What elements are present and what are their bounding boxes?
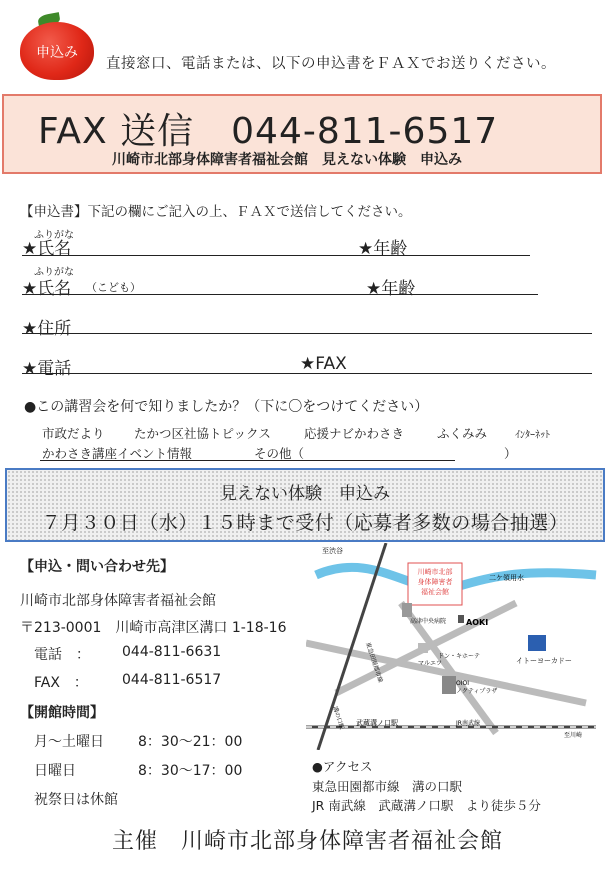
marui-icon — [418, 643, 428, 653]
tel-number[interactable]: 044-811-6631 — [122, 644, 222, 660]
map-route: 東急田園都市線 — [364, 641, 384, 684]
fax-title: FAX 送信 044-811-6517 — [38, 111, 499, 152]
child-name-line[interactable] — [22, 294, 538, 295]
fax-subtitle: 川崎市北部身体障害者福祉会館 見えない体験 申込み — [112, 152, 462, 168]
hours-sunday-label: 日曜日 — [34, 763, 76, 779]
map-oioi: OIOI — [456, 680, 469, 687]
oioi-icon — [442, 676, 456, 694]
fax-label: ★FAX — [300, 354, 347, 374]
contact-org: 川崎市北部身体障害者福祉会館 — [20, 593, 216, 609]
child-name-label: ★氏名 — [22, 279, 72, 299]
map-kawasaki: 至川崎 — [564, 732, 583, 739]
ito-yokado-icon — [528, 635, 546, 651]
facility-label-2: 身体障害者 — [417, 578, 453, 586]
name-label: ★氏名 — [22, 239, 72, 259]
tel-label: 電話 ： — [34, 647, 90, 663]
address-line[interactable] — [22, 333, 592, 334]
organizer-footer: 主催 川崎市北部身体障害者福祉会館 — [111, 829, 503, 854]
map-musashi: 武蔵溝ノ口駅 — [356, 719, 398, 727]
intro-text: 直接窓口、電話または、以下の申込書をＦＡＸでお送りください。 — [106, 56, 556, 72]
fax-number[interactable]: 044-811-6517 — [122, 672, 222, 688]
hours-sunday-time: 8：30～17：00 — [138, 763, 243, 779]
map-canal: 二ケ領用水 — [489, 574, 524, 582]
deadline-date: ７月３０日（水）１５時まで受付（応募者多数の場合抽選） — [41, 512, 569, 534]
phone-label: ★電話 — [22, 359, 72, 379]
form-heading: 【申込書】下記の欄にご記入の上、ＦＡＸで送信してください。 — [20, 204, 412, 220]
facility-label-3: 福祉会館 — [421, 588, 449, 596]
option-fukumimi[interactable]: ふくみみ — [437, 426, 488, 441]
access-map — [306, 543, 606, 750]
map-ito: イトーヨーカドー — [516, 657, 572, 665]
child-note: （こども） — [86, 281, 141, 294]
furigana-1: ふりがな — [34, 230, 74, 241]
map-jr: JR南武線 — [456, 720, 480, 727]
age-label: ★年齢 — [358, 239, 408, 259]
child-age-label: ★年齢 — [366, 279, 416, 299]
option-navi[interactable]: 応援ナビかわさき — [304, 426, 405, 441]
map-aoki: AOKI — [466, 618, 489, 627]
facility-building-icon — [402, 603, 412, 617]
fax-contact-label: FAX ： — [34, 675, 88, 691]
hours-heading: 【開館時間】 — [20, 705, 104, 721]
options-underline — [40, 460, 455, 461]
hours-weekday-time: 8：30～21：00 — [138, 734, 243, 750]
hours-weekday-label: 月～土曜日 — [34, 734, 104, 750]
closed-note: 祝祭日は休館 — [34, 792, 118, 808]
facility-label-1: 川崎市北部 — [417, 568, 453, 576]
name-line[interactable] — [22, 255, 530, 256]
option-shisei[interactable]: 市政だより — [42, 426, 105, 441]
option-other[interactable]: その他（ ） — [254, 446, 517, 461]
address-label: ★住所 — [22, 319, 72, 339]
contact-address: 〒213-0001 川崎市高津区溝口 1-18-16 — [20, 620, 287, 636]
contact-heading: 【申込・問い合わせ先】 — [20, 559, 174, 575]
furigana-2: ふりがな — [34, 267, 74, 278]
access-line-2: JR 南武線 武蔵溝ノ口駅 より徒歩５分 — [312, 798, 541, 813]
map-noctie: ノクティプラザ — [456, 688, 498, 695]
map-mizonokuchi: 溝の口駅 — [331, 705, 346, 731]
map-shibuya: 至渋谷 — [322, 547, 343, 555]
map-donki: ドン・キホーテ — [438, 653, 481, 660]
apple-logo — [20, 14, 94, 80]
option-kawasaki[interactable]: かわさき講座イベント情報 — [42, 446, 193, 461]
apple-label: 申込み — [36, 45, 78, 61]
map-takatsu: 高津中央病院 — [410, 618, 447, 625]
option-internet[interactable]: ｲﾝﾀｰﾈｯﾄ — [515, 430, 550, 441]
deadline-title: 見えない体験 申込み — [220, 484, 390, 504]
survey-question: ●この講習会を何で知りましたか？（下に〇をつけてください） — [24, 399, 429, 415]
option-takatsu[interactable]: たかつ区社協トピックス — [134, 426, 271, 441]
access-line-1: 東急田園都市線 溝の口駅 — [312, 779, 463, 794]
map-marui: マルエツ — [418, 660, 443, 667]
aoki-icon — [458, 615, 464, 623]
phone-line[interactable] — [22, 373, 592, 374]
access-heading: ●アクセス — [312, 759, 373, 774]
